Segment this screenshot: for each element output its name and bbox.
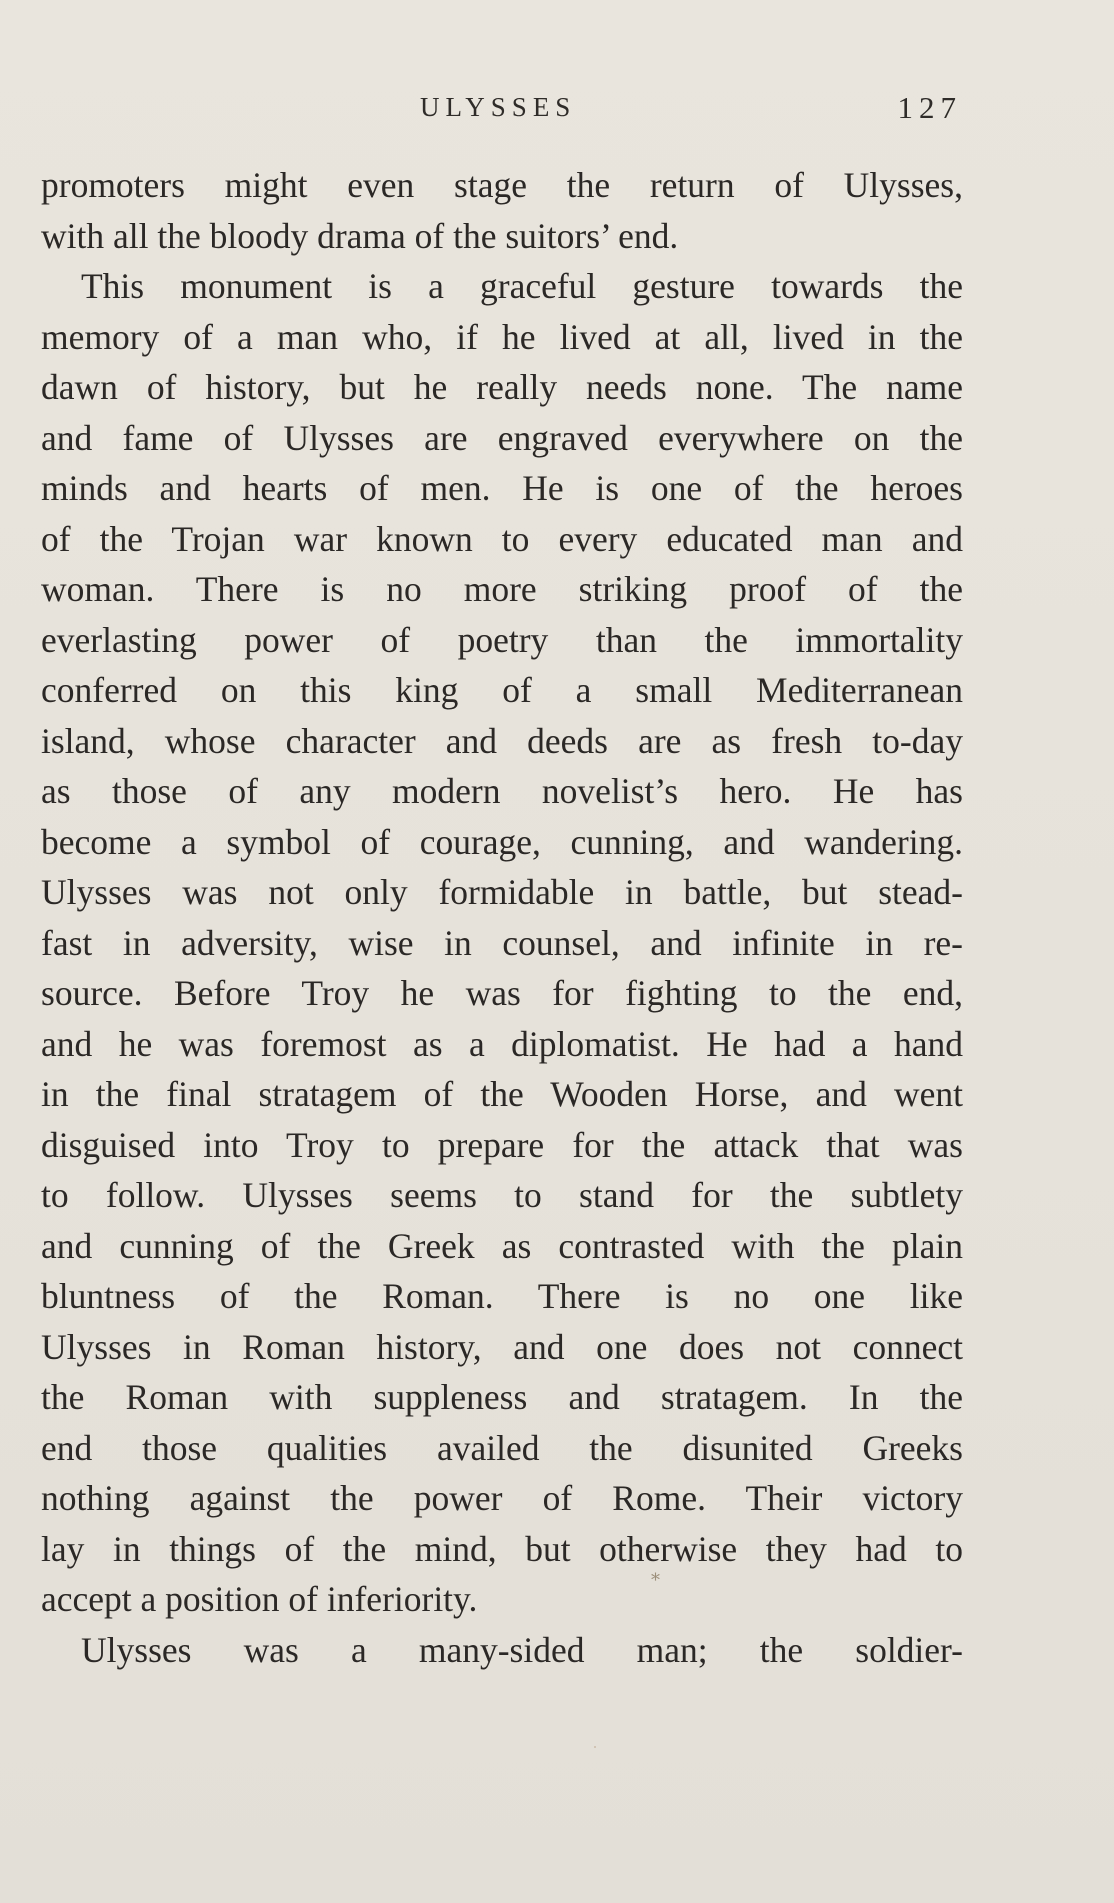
text-line: and fame of Ulysses are engraved everywhere on the	[41, 417, 963, 458]
text-line: conferred on this king of a small Mediterranean	[41, 670, 963, 710]
text-line: nothing against the power of Rome. Their victory	[41, 1478, 963, 1518]
text-line: dawn of history, but he really needs none. The name	[41, 367, 963, 407]
text-line: Ulysses in Roman history, and one does not connect	[41, 1326, 963, 1367]
text-line: to follow. Ulysses seems to stand for the subtlety	[41, 1175, 963, 1215]
text-line: woman. There is no more striking proof of the	[41, 569, 963, 609]
paper-blemish: *	[651, 1570, 660, 1591]
page-number: 127	[897, 90, 962, 125]
text-line: and he was foremost as a diplomatist. He had a hand	[41, 1023, 963, 1064]
text-line: of the Trojan war known to every educated man and	[41, 518, 963, 559]
text-line: end those qualities availed the disunited Greeks	[41, 1427, 963, 1468]
running-head-title: ULYSSES	[420, 92, 577, 122]
text-line: everlasting power of poetry than the immortality	[41, 619, 963, 660]
text-line: fast in adversity, wise in counsel, and infinite in re-	[41, 922, 963, 963]
text-line: memory of a man who, if he lived at all, lived in the	[41, 316, 963, 357]
text-line: accept a position of inferiority.	[41, 1579, 478, 1619]
text-line: become a symbol of courage, cunning, and wandering.	[41, 821, 963, 862]
text-line: This monument is a graceful gesture towards the	[81, 266, 963, 306]
text-line: as those of any modern novelist’s hero. He has	[41, 771, 963, 811]
text-line: disguised into Troy to prepare for the attack that was	[41, 1124, 963, 1165]
paper-speck	[594, 1746, 596, 1748]
text-line: lay in things of the mind, but otherwise they had to	[41, 1528, 963, 1569]
text-line: source. Before Troy he was for fighting to the end,	[41, 973, 963, 1013]
text-line: Ulysses was not only formidable in battle, but stead-	[41, 872, 963, 912]
text-line: bluntness of the Roman. There is no one like	[41, 1276, 963, 1316]
text-line: the Roman with suppleness and stratagem. In the	[41, 1377, 963, 1417]
text-line: promoters might even stage the return of Ulysses,	[41, 165, 963, 205]
text-line: Ulysses was a many-sided man; the soldier-	[81, 1629, 963, 1670]
text-line: and cunning of the Greek as contrasted with the plain	[41, 1225, 963, 1266]
body-text	[41, 160, 963, 1675]
text-line: in the final stratagem of the Wooden Horse, and went	[41, 1074, 963, 1114]
text-line: minds and hearts of men. He is one of the heroes	[41, 468, 963, 508]
running-head	[0, 92, 1114, 132]
text-line: with all the bloody drama of the suitors’ end.	[41, 215, 679, 256]
text-line: island, whose character and deeds are as fresh to-day	[41, 720, 963, 761]
